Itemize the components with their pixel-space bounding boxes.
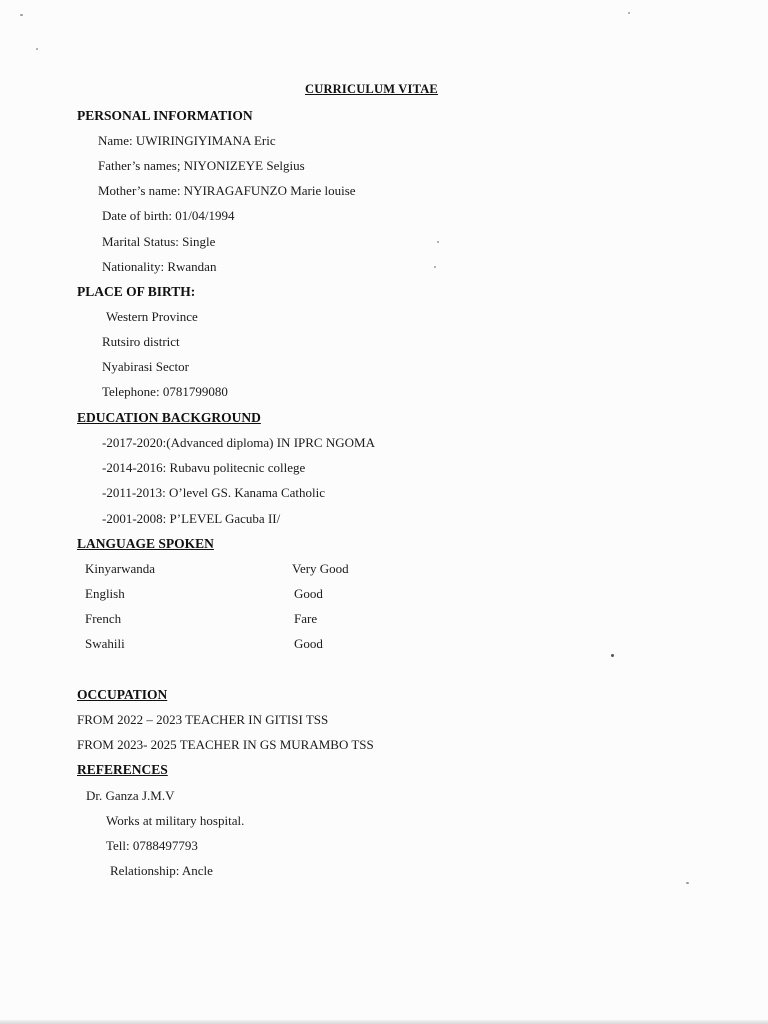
language-name: Swahili <box>85 636 125 651</box>
language-name: English <box>85 586 125 601</box>
personal-nationality: Nationality: Rwandan <box>102 259 217 274</box>
personal-father: Father’s names; NIYONIZEYE Selgius <box>98 158 305 173</box>
scan-speck <box>611 654 614 657</box>
language-name: French <box>85 611 122 626</box>
reference-name: Dr. Ganza J.M.V <box>86 788 175 803</box>
birth-province: Western Province <box>106 309 198 324</box>
scan-speck <box>36 48 38 50</box>
personal-mother: Mother’s name: NYIRAGAFUNZO Marie louise <box>98 183 356 198</box>
language-level: Good <box>294 586 323 601</box>
scan-speck <box>686 882 689 884</box>
scan-speck <box>434 266 436 268</box>
language-name: Kinyarwanda <box>85 561 156 576</box>
occupation-item: FROM 2023- 2025 TEACHER IN GS MURAMBO TSS <box>77 737 374 752</box>
education-item: -2001-2008: P’LEVEL Gacuba II/ <box>102 511 281 526</box>
scan-speck <box>628 12 630 14</box>
education-item: -2011-2013: O’level GS. Kanama Catholic <box>102 485 325 500</box>
scan-speck <box>437 241 439 243</box>
language-heading: LANGUAGE SPOKEN <box>77 536 214 551</box>
personal-information-heading: PERSONAL INFORMATION <box>77 108 253 123</box>
occupation-heading: OCCUPATION <box>77 687 168 702</box>
scan-speck <box>20 14 23 16</box>
language-level: Fare <box>294 611 318 626</box>
place-of-birth-heading: PLACE OF BIRTH: <box>77 284 196 299</box>
education-item: -2014-2016: Rubavu politecnic college <box>102 460 306 475</box>
references-heading: REFERENCES <box>77 762 168 777</box>
scan-bottom-edge <box>0 1020 768 1024</box>
birth-telephone: Telephone: 0781799080 <box>102 384 228 399</box>
language-level: Very Good <box>292 561 349 576</box>
birth-district: Rutsiro district <box>102 334 180 349</box>
reference-telephone: Tell: 0788497793 <box>106 838 198 853</box>
reference-work: Works at military hospital. <box>106 813 245 828</box>
education-heading: EDUCATION BACKGROUND <box>77 410 261 425</box>
language-level: Good <box>294 636 323 651</box>
birth-sector: Nyabirasi Sector <box>102 359 190 374</box>
personal-marital: Marital Status: Single <box>102 234 216 249</box>
document-title: CURRICULUM VITAE <box>305 82 438 96</box>
reference-relationship: Relationship: Ancle <box>110 863 213 878</box>
occupation-item: FROM 2022 – 2023 TEACHER IN GITISI TSS <box>77 712 329 727</box>
personal-name: Name: UWIRINGIYIMANA Eric <box>98 133 276 148</box>
education-item: -2017-2020:(Advanced diploma) IN IPRC NGOMA <box>102 435 375 450</box>
personal-dob: Date of birth: 01/04/1994 <box>102 208 235 223</box>
